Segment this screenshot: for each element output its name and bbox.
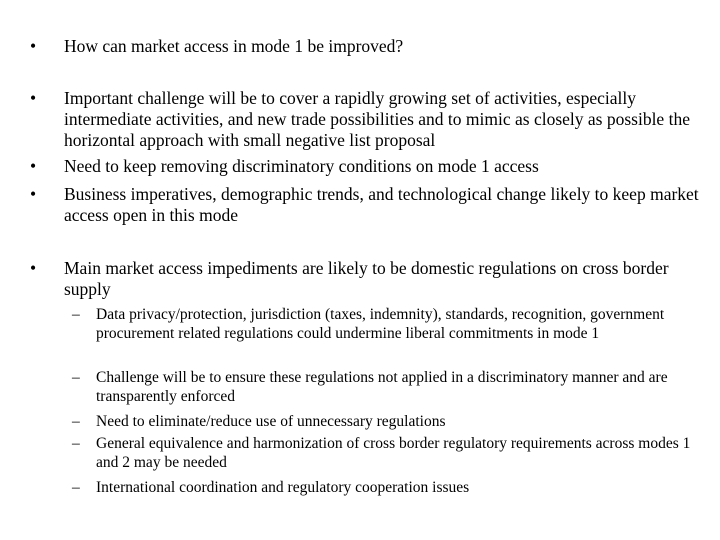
bullet-text: Need to keep removing discriminatory conditions on mode 1 access [64,156,539,176]
sub-bullet-text: General equivalence and harmonization of cross border regulatory requirements across modes 1 and 2 may be needed [96,435,691,471]
dash-marker: – [72,369,80,386]
sub-bullet-text: Need to eliminate/reduce use of unnecessary regulations [96,413,446,430]
bullet-marker: • [30,258,37,278]
bullet-marker: • [30,88,37,108]
sub-bullet-text: Challenge will be to ensure these regulations not applied in a discriminatory manner and are transparently enforced [96,369,668,405]
bullet-text: Business imperatives, demographic trends, and technological change likely to keep market access open in this mode [64,184,699,225]
sub-bullet-text: Data privacy/protection, jurisdiction (taxes, indemnity), standards, recognition, government procurement related regulations could undermine liberal commitments in mode 1 [96,306,665,342]
dash-marker: – [72,435,80,452]
bullet-marker: • [30,184,37,204]
dash-marker: – [72,479,80,496]
dash-marker: – [72,413,80,430]
bullet-text: Important challenge will be to cover a rapidly growing set of activities, especially intermediate activities, and new trade possibilities and to mimic as closely as possible the horizontal approach with small negative list proposal [64,88,690,150]
bullet-marker: • [30,36,37,56]
bullet-text: Main market access impediments are likely to be domestic regulations on cross border supply [64,258,669,299]
dash-marker: – [72,306,80,323]
bullet-marker: • [30,156,37,176]
bullet-text: How can market access in mode 1 be improved? [64,36,404,56]
sub-bullet-text: International coordination and regulatory cooperation issues [96,479,470,496]
